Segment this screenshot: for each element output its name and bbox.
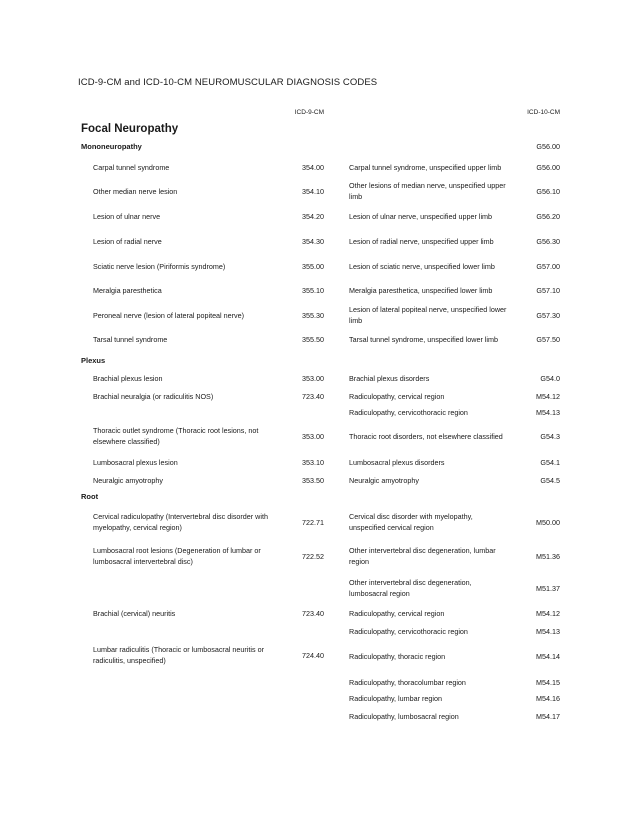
icd10-code: M54.14 <box>536 651 560 661</box>
icd9-code: 723.40 <box>302 608 324 618</box>
icd9-description: Tarsal tunnel syndrome <box>93 334 168 344</box>
icd10-description: Carpal tunnel syndrome, unspecified upper limb <box>349 162 502 172</box>
icd10-description: Radiculopathy, thoracolumbar region <box>349 677 466 687</box>
icd9-code: 722.71 <box>302 517 324 527</box>
icd9-description: Sciatic nerve lesion (Piriformis syndrome) <box>93 261 226 271</box>
icd9-code: 723.40 <box>302 391 324 401</box>
subsection-root: Root <box>81 492 99 501</box>
icd10-description: Meralgia paresthetica, unspecified lower limb <box>349 285 493 295</box>
icd10-description: Radiculopathy, cervical region <box>349 391 445 401</box>
icd9-code: 353.00 <box>302 373 324 383</box>
icd10-code: M54.12 <box>536 608 560 618</box>
icd10-description: Other lesions of median nerve, unspecified upper limb <box>349 181 506 201</box>
icd10-description: Radiculopathy, cervicothoracic region <box>349 626 468 636</box>
icd9-code: 355.00 <box>302 261 324 271</box>
icd9-code: 722.52 <box>302 551 324 561</box>
icd9-description: Peroneal nerve (lesion of lateral popiteal nerve) <box>93 310 245 320</box>
icd10-code: G56.30 <box>536 236 560 246</box>
icd10-description: Radiculopathy, thoracic region <box>349 651 446 661</box>
icd10-code: G57.10 <box>536 285 560 295</box>
icd10-code: G57.30 <box>536 310 560 320</box>
icd10-code: M54.16 <box>536 693 560 703</box>
icd10-description: Other intervertebral disc degeneration, lumbar region <box>349 546 496 566</box>
icd10-code: M54.15 <box>536 677 560 687</box>
icd9-code: 355.30 <box>302 310 324 320</box>
icd9-code: 355.10 <box>302 285 324 295</box>
icd10-code: G56.10 <box>536 186 560 196</box>
icd10-code: G56.20 <box>536 211 560 221</box>
icd9-description: Cervical radiculopathy (Intervertebral disc disorder with myelopathy, cervical region) <box>93 512 268 532</box>
icd9-description: Lumbosacral plexus lesion <box>93 457 178 467</box>
icd10-description: Lesion of lateral popiteal nerve, unspecified lower limb <box>349 305 507 325</box>
icd10-description: Radiculopathy, lumbar region <box>349 693 442 703</box>
icd10-code: G54.3 <box>540 431 560 441</box>
icd10-code: G54.5 <box>540 475 560 485</box>
icd9-code: 354.20 <box>302 211 324 221</box>
icd10-code: G56.00 <box>536 162 560 172</box>
icd10-description: Radiculopathy, cervicothoracic region <box>349 407 468 417</box>
icd10-code: G54.1 <box>540 457 560 467</box>
icd10-code: M51.37 <box>536 583 560 593</box>
icd10-description: Brachial plexus disorders <box>349 373 430 383</box>
icd9-code: 354.30 <box>302 236 324 246</box>
icd9-description: Lumbar radiculitis (Thoracic or lumbosacral neuritis or radiculitis, unspecified) <box>93 645 264 665</box>
icd10-description: Cervical disc disorder with myelopathy, unspecified cervical region <box>349 512 473 532</box>
icd9-code: 724.40 <box>302 650 324 660</box>
icd10-code: M54.13 <box>536 626 560 636</box>
icd10-description: Lesion of radial nerve, unspecified upper limb <box>349 236 494 246</box>
icd10-description: Radiculopathy, cervical region <box>349 608 445 618</box>
icd9-code: 354.00 <box>302 162 324 172</box>
icd9-description: Meralgia paresthetica <box>93 285 162 295</box>
icd10-code: M54.12 <box>536 391 560 401</box>
icd10-code: G57.00 <box>536 261 560 271</box>
document-title: ICD-9-CM and ICD-10-CM NEUROMUSCULAR DIAGNOSIS CODES <box>78 77 378 88</box>
icd9-description: Lesion of radial nerve <box>93 236 162 246</box>
icd10-code: G56.00 <box>536 141 560 151</box>
icd10-code: G54.0 <box>540 373 560 383</box>
icd9-column-header: ICD-9-CM <box>294 109 324 116</box>
icd10-description: Lumbosacral plexus disorders <box>349 457 445 467</box>
icd9-description: Lumbosacral root lesions (Degeneration of lumbar or lumbosacral intervertebral disc) <box>93 546 261 566</box>
subsection-plexus: Plexus <box>81 356 106 365</box>
icd9-description: Neuralgic amyotrophy <box>93 475 163 485</box>
subsection-mononeuropathy: Mononeuropathy <box>81 142 142 151</box>
icd10-code: M54.13 <box>536 407 560 417</box>
icd9-code: 354.10 <box>302 186 324 196</box>
icd10-code: M51.36 <box>536 551 560 561</box>
icd9-code: 353.50 <box>302 475 324 485</box>
icd9-description: Lesion of ulnar nerve <box>93 211 161 221</box>
icd9-description: Other median nerve lesion <box>93 186 178 196</box>
icd9-description: Carpal tunnel syndrome <box>93 162 170 172</box>
icd10-description: Lesion of sciatic nerve, unspecified lower limb <box>349 261 495 271</box>
icd10-code: M54.17 <box>536 711 560 721</box>
icd10-description: Lesion of ulnar nerve, unspecified upper limb <box>349 211 493 221</box>
icd10-column-header: ICD-10-CM <box>527 109 560 116</box>
icd10-description: Other intervertebral disc degeneration, lumbosacral region <box>349 578 472 598</box>
icd9-code: 355.50 <box>302 334 324 344</box>
icd9-description: Brachial plexus lesion <box>93 373 163 383</box>
icd9-code: 353.00 <box>302 431 324 441</box>
icd10-description: Thoracic root disorders, not elsewhere classified <box>349 431 503 441</box>
icd10-description: Radiculopathy, lumbosacral region <box>349 711 459 721</box>
icd10-description: Tarsal tunnel syndrome, unspecified lower limb <box>349 334 499 344</box>
icd9-description: Thoracic outlet syndrome (Thoracic root lesions, not elsewhere classified) <box>93 426 259 446</box>
icd10-code: G57.50 <box>536 334 560 344</box>
icd9-code: 353.10 <box>302 457 324 467</box>
section-heading: Focal Neuropathy <box>81 123 179 135</box>
icd9-description: Brachial neuralgia (or radiculitis NOS) <box>93 391 214 401</box>
icd10-description: Neuralgic amyotrophy <box>349 475 419 485</box>
icd10-code: M50.00 <box>536 517 560 527</box>
icd9-description: Brachial (cervical) neuritis <box>93 608 176 618</box>
